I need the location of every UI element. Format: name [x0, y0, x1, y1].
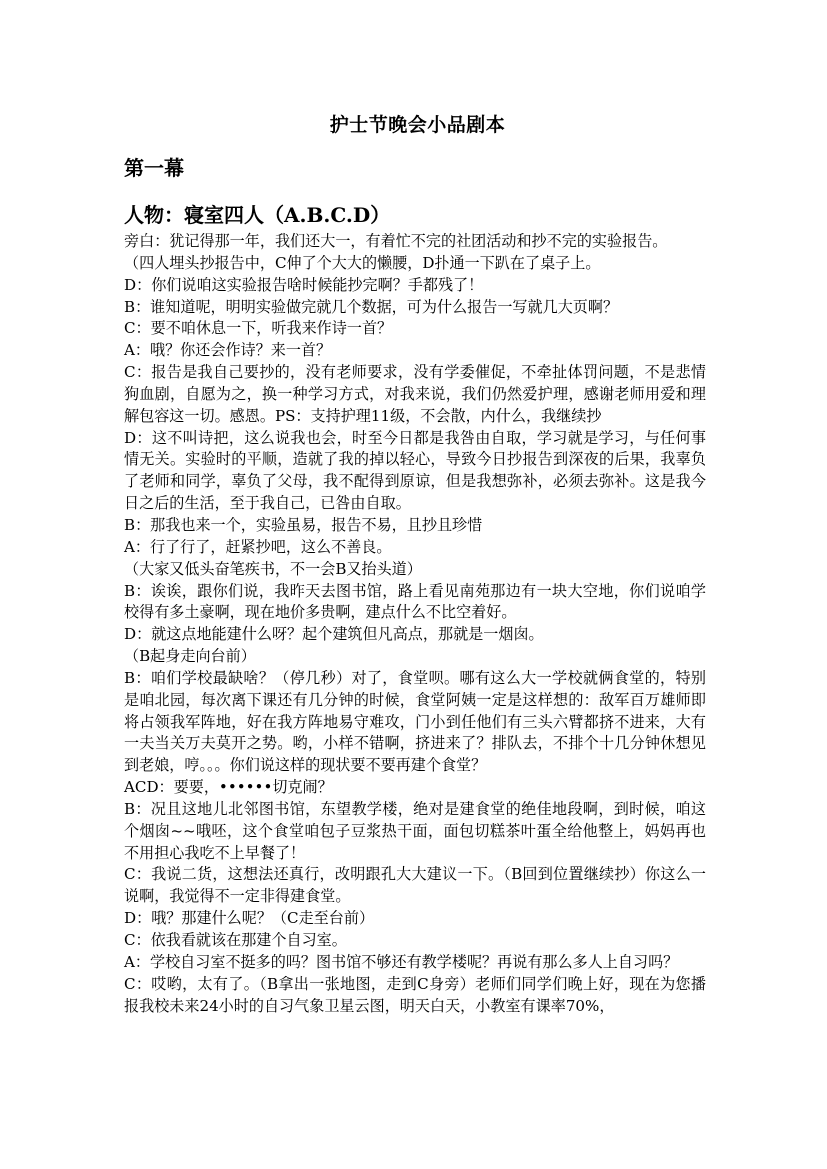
narration-paragraph: 旁白：犹记得那一年，我们还大一，有着忙不完的社团活动和抄不完的实验报告。: [124, 232, 668, 250]
act-heading: 第一幕: [124, 156, 184, 180]
dialogue-line: D：你们说咱这实验报告啥时候能抄完啊？手都残了！: [124, 275, 484, 294]
dialogue-line: C：哎哟，太有了。（B拿出一张地图，走到C身旁）老师们同学们晚上好，现在为您播报我校未来24小时的自习气象卫星云图，明天白天，小教室有课率70%，: [124, 974, 706, 1015]
dialogue-line: C：要不咱休息一下，听我来作诗一首？: [124, 319, 393, 338]
dialogue-line: B：谁知道呢，明明实验做完就几个数据，可为什么报告一写就几大页啊？: [124, 297, 619, 316]
dialogue-line: B：况且这地儿北邻图书馆，东望教学楼，绝对是建食堂的绝佳地段啊，到时候，咱这个烟囱~~哦呸，这个食堂咱包子豆浆热干面，面包切糕茶叶蛋全给他整上，妈妈再也不用担心我吃不上早餐了！: [124, 799, 706, 862]
dialogue-line: A：学校自习室不挺多的吗？图书馆不够还有教学楼呢？再说有那么多人上自习吗？: [124, 952, 679, 971]
script-body: [124, 231, 706, 1017]
dialogue-line: B：那我也来一个，实验虽易，报告不易，且抄且珍惜: [124, 515, 483, 534]
dialogue-line: C：报告是我自己要抄的，没有老师要求，没有学委催促，不牵扯体罚问题，不是悲情狗血剧，自愿为之，换一种学习方式，对我来说，我们仍然爱护理，感谢老师用爱和理解包容这一切。感恩。PS：支持护理11级，不会散，内什么，我继续抄: [124, 363, 706, 425]
dialogue-line: C：我说二货，这想法还真行，改明跟孔大大建议一下。（B回到位置继续抄）你这么一说啊，我觉得不一定非得建食堂。: [124, 865, 706, 906]
dialogue-line: D：这不叫诗把，这么说我也会，时至今日都是我咎由自取，学习就是学习，与任何事情无关。实验时的平顺，造就了我的掉以轻心，导致今日抄报告到深夜的后果，我辜负了老师和同学，辜负了父母，我不配得到原谅，但是我想弥补，必须去弥补。这是我今日之后的生活，至于我自己，已咎由自取。: [124, 428, 706, 513]
document-title: 护士节晚会小品剧本: [329, 114, 506, 136]
stage-direction: （大家又低头奋笔疾书，不一会B又抬头道）: [124, 559, 422, 578]
dialogue-line: B：诶诶，跟你们说，我昨天去图书馆，路上看见南苑那边有一块大空地，你们说咱学校得有多土豪啊，现在地价多贵啊，建点什么不比空着好。: [124, 581, 706, 622]
dialogue-line: C：依我看就该在那建个自习室。: [124, 931, 347, 949]
stage-direction: （四人埋头抄报告中，C伸了个大大的懒腰，D扑通一下趴在了桌子上。: [124, 253, 601, 272]
dialogue-line: D：就这点地能建什么呀？起个建筑但凡高点，那就是一烟囱。: [124, 625, 544, 644]
dialogue-line: ACD：要要，••••••切克闹？: [124, 778, 333, 797]
dialogue-line: A：哦？你还会作诗？来一首？: [124, 341, 332, 360]
dialogue-line: A：行了行了，赶紧抄吧，这么不善良。: [124, 537, 392, 556]
stage-direction: （B起身走向台前）: [124, 647, 256, 666]
cast-heading: 人物：寝室四人（A.B.C.D）: [124, 203, 391, 227]
dialogue-line: B：咱们学校最缺啥？（停几秒）对了，食堂呗。哪有这么大一学校就俩食堂的，特别是咱北园，每次离下课还有几分钟的时候，食堂阿姨一定是这样想的：敌军百万雄师即将占领我军阵地，好在我方阵地易守难攻，门小到任他们有三头六臂都挤不进来，大有一夫当关万夫莫开之势。哟，小样不错啊，挤进来了？排队去，不排个十几分钟休想见到老娘，哼。。。你们说这样的现状要不要再建个食堂？: [124, 668, 706, 775]
dialogue-line: D：哦？那建什么呢？（C走至台前）: [124, 909, 375, 928]
